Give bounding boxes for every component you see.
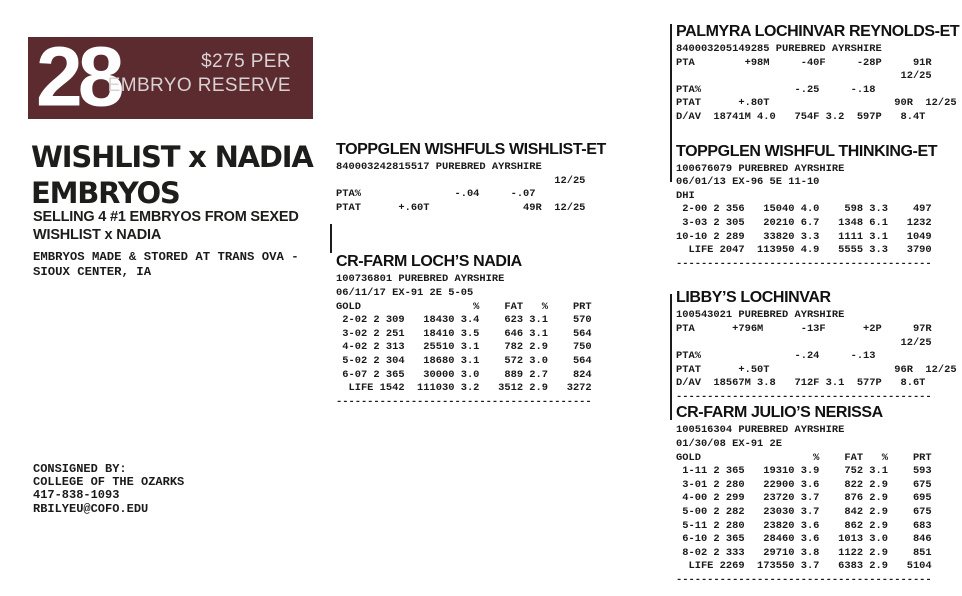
animal-name: LIBBY’S LOCHINVAR: [676, 289, 831, 307]
title-line-2: EMBRYOS: [31, 176, 180, 210]
animal-stats: 100516304 PUREBRED AYRSHIRE 01/30/08 EX-91 2E GOLD % FAT % PRT 1-11 2 365 19310 3.9 752 3.1 593 3-01 2 280 22900 3.6 822 2.9 675 4-00 2 299 23720 3.7 876 2.9 695 5-00 2 282 23030 3.7 842 2.9 675 5-11 2 280 23820 3.6 862 2.9 683 6-10 2 365 28460 3.6 1013 3.0 846 8-02 2 333 29710 3.8 1122 2.9 851 LIFE 2269 173550 3.7 6383 2.9 5104 -----------------------------------------: [676, 424, 932, 586]
animal-stats: 100543021 PUREBRED AYRSHIRE PTA +796M -13F +2P 97R 12/25 PTA% -.24 -.13 PTAT +.50T 96R 12/25 D/AV 18567M 3.8 712F 3.1 577P 8.6T -----------------------------------------: [676, 309, 957, 403]
animal-stats: 840003242815517 PUREBRED AYRSHIRE 12/25 PTA% -.04 -.07 PTAT +.60T 49R 12/25: [336, 161, 586, 214]
price-line-1: $275 PER: [201, 51, 291, 72]
animal-name: CR-FARM LOCH’S NADIA: [336, 253, 522, 271]
page-title: [31, 139, 313, 211]
animal-section-libbys-lochinvar: [676, 289, 962, 404]
animal-section-toppglen-wishful-thinking: [676, 143, 962, 272]
subtitle-line-2: WISHLIST x NADIA: [33, 227, 162, 243]
animal-section-crfarm-julios-nerissa: [676, 404, 962, 587]
animal-stats: 100676079 PUREBRED AYRSHIRE 06/01/13 EX-96 5E 11-10 DHI 2-00 2 356 15040 4.0 598 3.3 497 3-03 2 305 20210 6.7 1348 6.1 1232 10-10 2 289 33820 3.3 1111 3.1 1049 LIFE 2047 113950 4.9 5555 3.3 3790 -----------------------------------------: [676, 162, 932, 270]
consignor-phone: 417-838-1093: [33, 488, 120, 503]
middle-column: [336, 141, 648, 409]
consignor-email: RBILYEU@COFO.EDU: [33, 501, 149, 516]
consignor-name: COLLEGE OF THE OZARKS: [33, 475, 185, 490]
column-rule-top: [670, 24, 672, 182]
animal-section-crfarm-lochs-nadia: [336, 253, 648, 409]
consignor-block: [33, 463, 184, 516]
storage-line-1: EMBRYOS MADE & STORED AT TRANS OVA -: [33, 250, 299, 264]
subtitle-line-1: SELLING 4 #1 EMBRYOS FROM SEXED: [33, 209, 299, 225]
lot-header-box: [28, 29, 313, 124]
storage-line-2: SIOUX CENTER, IA: [33, 264, 152, 279]
price-reserve: [108, 50, 291, 98]
lot-number: 28: [36, 29, 120, 124]
animal-section-toppglen-wishfuls-wishlist: [336, 141, 648, 215]
animal-name: CR-FARM JULIO’S NERISSA: [676, 404, 883, 422]
animal-name: PALMYRA LOCHINVAR REYNOLDS-ET: [676, 23, 960, 40]
storage-note: [33, 250, 299, 279]
animal-section-palmyra-lochinvar-reynolds: [676, 23, 962, 125]
animal-name: TOPPGLEN WISHFUL THINKING-ET: [676, 142, 938, 160]
price-line-2: EMBRYO RESERVE: [107, 75, 291, 96]
selling-description: [33, 208, 299, 244]
title-line-1: WISHLIST x NADIA: [31, 140, 313, 174]
column-rule-bottom: [670, 294, 672, 420]
animal-name: TOPPGLEN WISHFULS WISHLIST-ET: [336, 141, 606, 158]
animal-stats: 100736801 PUREBRED AYRSHIRE 06/11/17 EX-91 2E 5-05 GOLD % FAT % PRT 2-02 2 309 18430 3.4 623 3.1 570 3-02 2 251 18410 3.5 646 3.1 564 4-02 2 313 25510 3.1 782 2.9 750 5-02 2 304 18680 3.1 572 3.0 564 6-07 2 365 30000 3.0 889 2.7 824 LIFE 1542 111030 3.2 3512 2.9 3272 -----------------------------------------: [336, 273, 592, 408]
bracket-line-fragment: [330, 224, 332, 253]
animal-stats: 840003205149285 PUREBRED AYRSHIRE PTA +98M -40F -28P 91R 12/25 PTA% -.25 -.18 PTAT +.80T 90R 12/25 D/AV 18741M 4.0 754F 3.2 597P 8.4T: [676, 43, 957, 123]
consignor-label: CONSIGNED BY:: [33, 462, 127, 476]
right-column: [676, 23, 962, 588]
